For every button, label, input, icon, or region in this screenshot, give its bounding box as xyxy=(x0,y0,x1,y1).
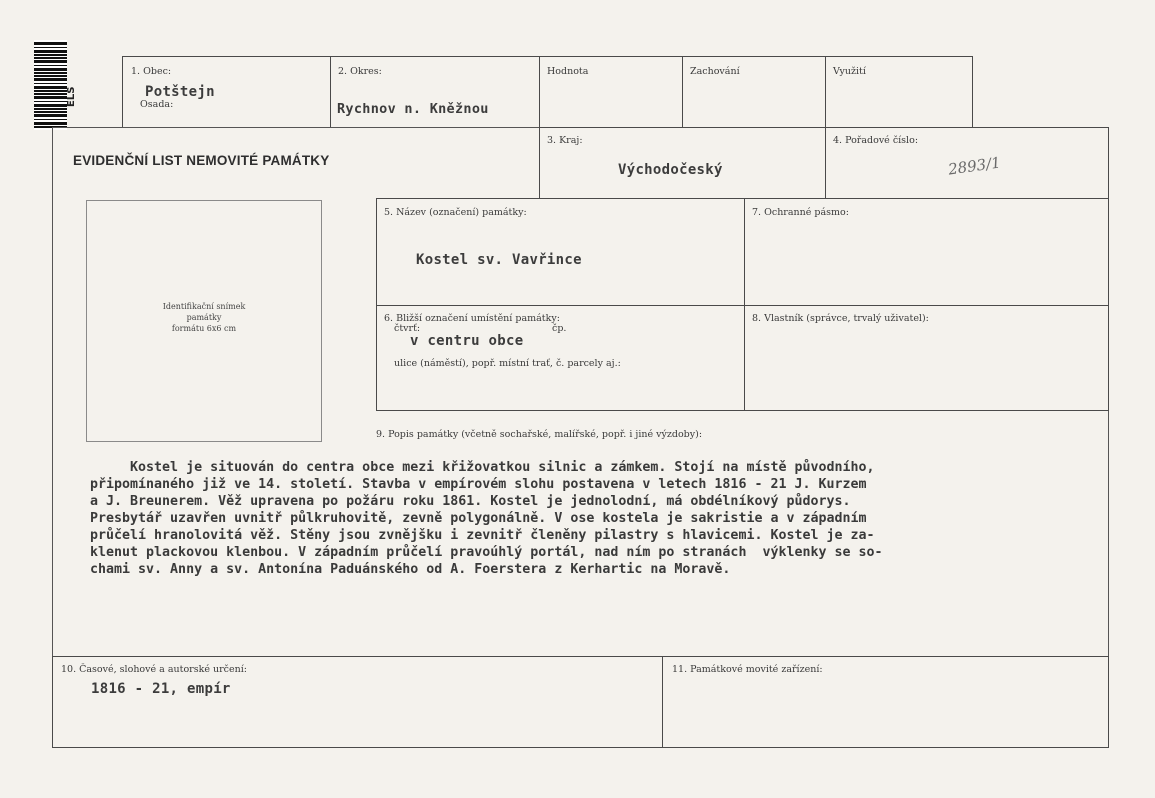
ulice-label: ulice (náměstí), popř. místní trať, č. parcely aj.: xyxy=(394,358,621,369)
ctvrt-label: čtvrť: xyxy=(394,323,421,334)
okres-label: 2. Okres: xyxy=(338,66,382,77)
photo-caption-line1: Identifikační snímek xyxy=(162,302,246,311)
nazev-label: 5. Název (označení) památky: xyxy=(384,207,527,218)
vyuziti-label: Využití xyxy=(833,66,866,77)
popis-line: a J. Breunerem. Věž upravena po požáru roku 1861. Kostel je jednolodní, má obdélníkový půdorys. xyxy=(90,494,851,509)
obec-label: 1. Obec: xyxy=(131,66,172,77)
field-vlastnik xyxy=(744,305,1109,411)
vlastnik-label: 8. Vlastník (správce, trvalý uživatel): xyxy=(752,313,929,324)
field-hodnota xyxy=(539,56,683,128)
nazev-value: Kostel sv. Vavřince xyxy=(416,252,582,268)
field-vyuziti xyxy=(825,56,973,128)
field-casove-urceni xyxy=(52,656,663,748)
photo-caption xyxy=(87,301,321,334)
obec-value: Potštejn xyxy=(145,84,215,100)
casove-value: 1816 - 21, empír xyxy=(91,681,231,697)
field-ochranne-pasmo xyxy=(744,198,1109,306)
hodnota-label: Hodnota xyxy=(547,66,589,77)
field-okres xyxy=(330,56,540,128)
kraj-label: 3. Kraj: xyxy=(547,135,583,146)
kraj-value: Východočeský xyxy=(618,162,723,178)
field-kraj xyxy=(539,127,826,199)
photo-caption-line2: památky xyxy=(186,313,222,322)
popis-line: Kostel je situován do centra obce mezi křižovatkou silnic a zámkem. Stojí na místě původního, xyxy=(90,460,875,475)
popis-line: klenut plackovou klenbou. V západním průčelí pravoúhlý portál, nad ním po stranách výklenky se so- xyxy=(90,545,883,560)
cp-label: čp. xyxy=(552,323,567,334)
field-umisteni xyxy=(376,305,745,411)
poradove-value: 2893/1 xyxy=(947,153,1002,179)
poradove-label: 4. Pořadové číslo: xyxy=(833,135,919,146)
popis-line: Presbytář uzavřen uvnitř půlkruhovitě, zevně polygonálně. V ose kostela je sakristie a v západním xyxy=(90,511,867,526)
okres-value: Rychnov n. Kněžnou xyxy=(337,101,489,117)
umisteni-value: v centru obce xyxy=(410,333,524,349)
field-obec xyxy=(122,56,331,128)
casove-label: 10. Časové, slohové a autorské určení: xyxy=(61,664,247,675)
photo-placeholder xyxy=(86,200,322,442)
form-title: EVIDENČNÍ LIST NEMOVITÉ PAMÁTKY xyxy=(73,153,330,168)
popis-text xyxy=(90,459,1085,578)
pasmo-label: 7. Ochranné pásmo: xyxy=(752,207,849,218)
photo-caption-line3: formátu 6x6 cm xyxy=(171,324,237,333)
umisteni-label: 6. Bližší označení umístění památky: xyxy=(384,313,560,324)
field-nazev xyxy=(376,198,745,306)
zachovani-label: Zachování xyxy=(690,66,740,77)
field-zachovani xyxy=(682,56,826,128)
field-movite-zarizeni xyxy=(662,656,1109,748)
osada-label: Osada: xyxy=(140,99,174,110)
popis-label: 9. Popis památky (včetně sochařské, malířské, popř. i jiné výzdoby): xyxy=(376,429,703,440)
barcode-label: ELS xyxy=(66,86,77,107)
popis-line: průčelí hranolovitá věž. Stěny jsou zvnějšku i zevnitř členěny pilastry s hlavicemi. Kostel je za- xyxy=(90,528,875,543)
barcode-icon xyxy=(34,40,67,130)
zarizeni-label: 11. Památkové movité zařízení: xyxy=(672,664,823,675)
popis-line: chami sv. Anny a sv. Antonína Paduánského od A. Foerstera z Kerhartic na Moravě. xyxy=(90,562,731,577)
popis-line: připomínaného již ve 14. století. Stavba v empírovém slohu postavena v letech 1816 - 21 J. Kurzem xyxy=(90,477,867,492)
